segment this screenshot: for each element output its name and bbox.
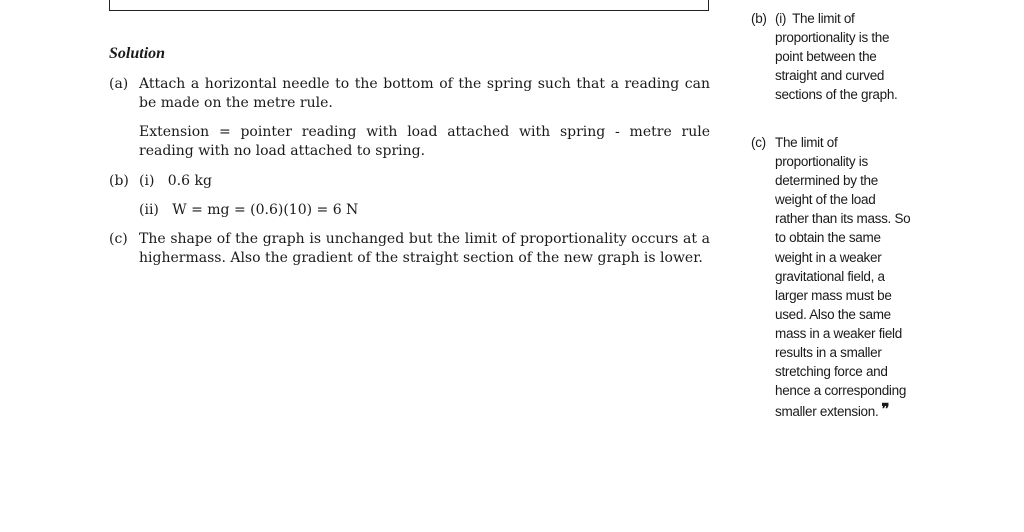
extension-definition: Extension = pointer reading with load attached with spring - metre rule reading with no load attached to spring. bbox=[139, 124, 710, 159]
margin-note-b-sublabel: (i) bbox=[775, 11, 787, 26]
item-b-ii-label: (ii) bbox=[139, 202, 159, 218]
item-b-label: (b) bbox=[109, 173, 129, 189]
item-a-text: Attach a horizontal needle to the bottom of the spring such that a reading can be made on the metre rule. bbox=[139, 76, 710, 111]
question-box-bottom-edge bbox=[109, 0, 709, 11]
close-quote-icon: ❞ bbox=[881, 400, 890, 419]
item-b-i-text: 0.6 kg bbox=[167, 173, 212, 189]
margin-note-b-text: The limit of proportionality is the point between the straight and curved sections of the graph. bbox=[775, 11, 898, 103]
item-b-ii-text: W = mg = (0.6)(10) = 6 N bbox=[172, 202, 359, 218]
item-a-label: (a) bbox=[109, 76, 129, 92]
solution-item-b-ii bbox=[139, 201, 710, 220]
solution-heading: Solution bbox=[109, 45, 166, 62]
margin-note-c-text: The limit of proportionality is determined by the weight of the load rather than its mass. So to obtain the same weight in a weaker gravitational field, a larger mass must be used. Also the same mass in a weaker field results in a smaller stretching force and hence a corresponding smaller extension. bbox=[775, 135, 911, 420]
item-b-i-label: (i) bbox=[139, 173, 155, 189]
margin-note-b-label: (b) bbox=[751, 11, 767, 26]
item-c-text: The shape of the graph is unchanged but the limit of proportionality occurs at a highermass. Also the gradient of the straight section of the new graph is lower. bbox=[139, 231, 710, 266]
item-c-label: (c) bbox=[109, 231, 128, 247]
margin-note-c-label: (c) bbox=[751, 135, 766, 150]
